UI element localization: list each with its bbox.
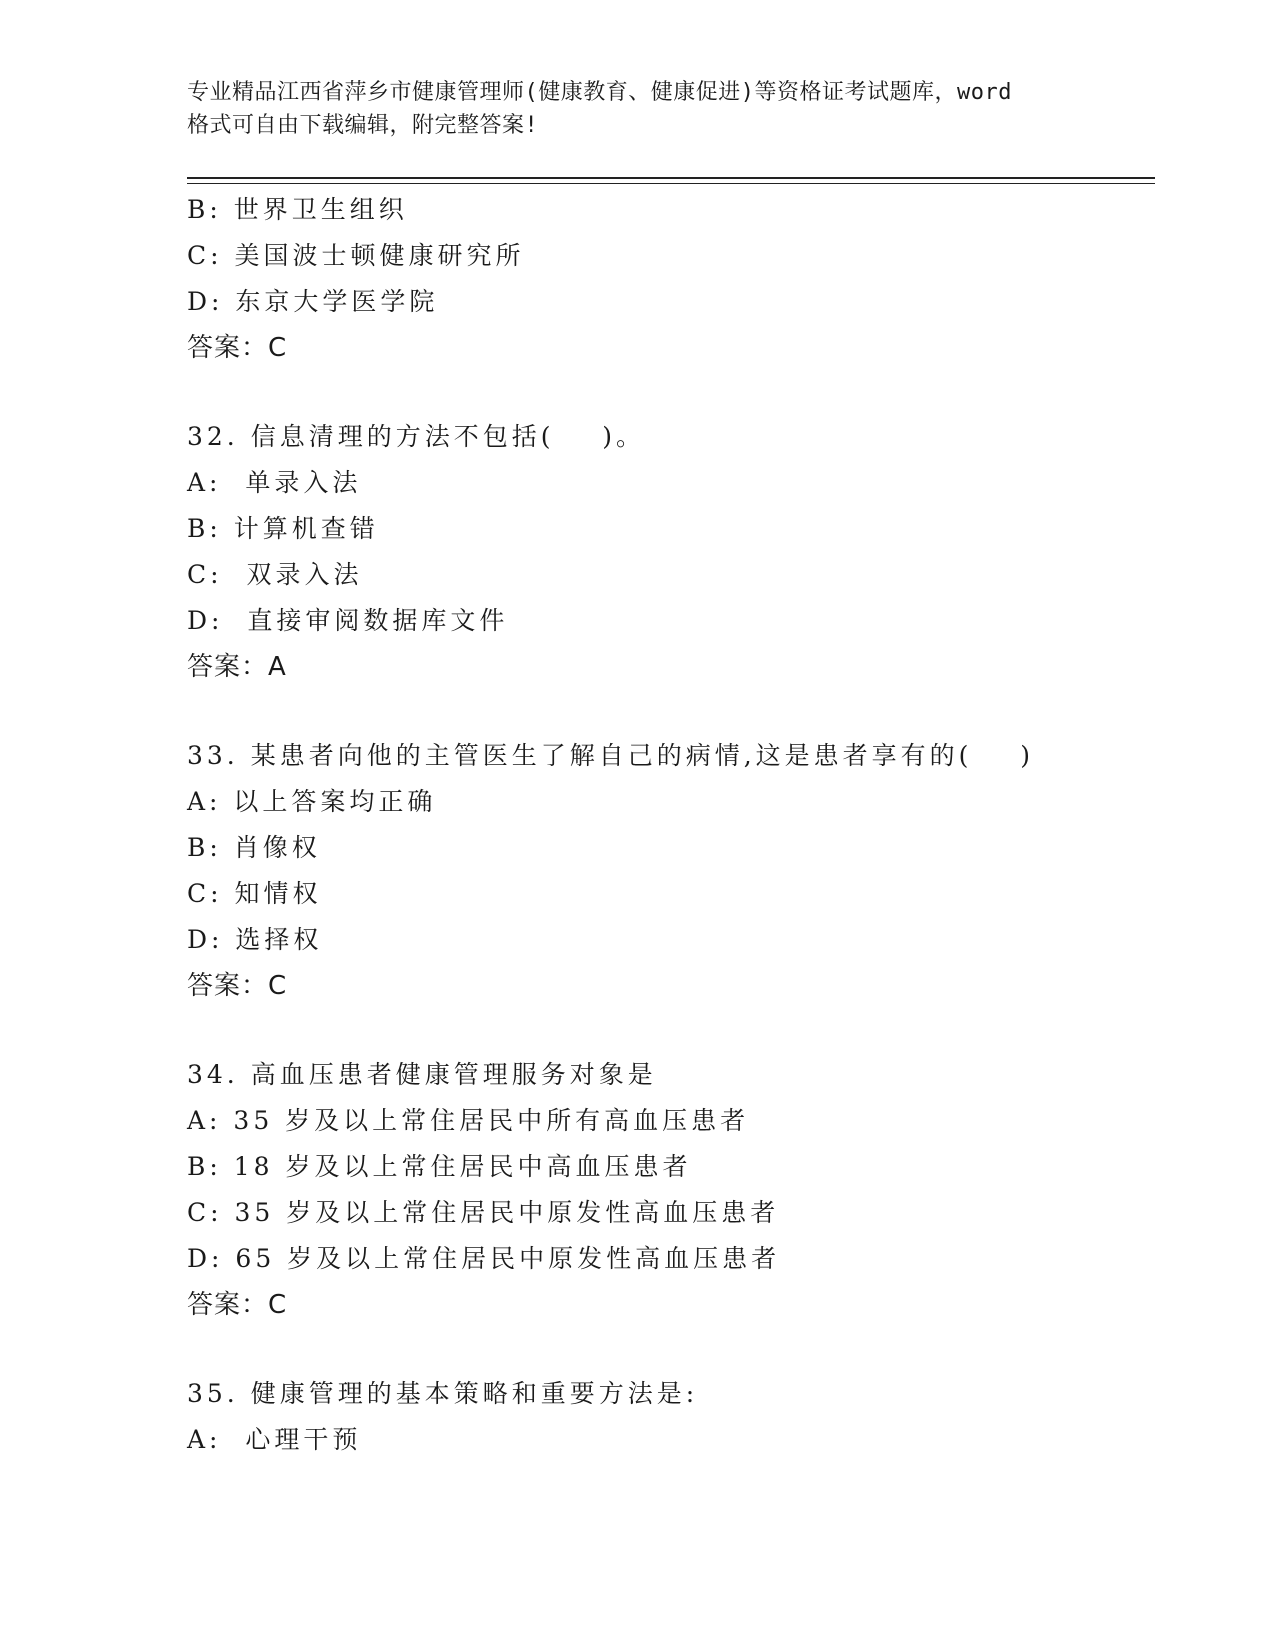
question-text: 35. 健康管理的基本策略和重要方法是: — [187, 1379, 699, 1408]
question-block — [187, 733, 1167, 1009]
header-line-2: 格式可自由下载编辑，附完整答案! — [187, 113, 539, 138]
option-d: D: 65 岁及以上常住居民中原发性高血压患者 — [187, 1244, 781, 1273]
option-c: C: 知情权 — [187, 879, 322, 908]
question-text: 32. 信息清理的方法不包括( )。 — [187, 422, 646, 451]
answer-line: 答案：C — [187, 333, 288, 363]
option-d: D: 直接审阅数据库文件 — [187, 606, 509, 635]
option-b: B: 世界卫生组织 — [187, 195, 408, 224]
header-divider-thick — [187, 177, 1155, 179]
option-a: A: 单录入法 — [187, 468, 362, 497]
answer-line: 答案：A — [187, 652, 287, 682]
option-c: C: 美国波士顿健康研究所 — [187, 241, 525, 270]
question-block — [187, 1371, 1167, 1463]
header-divider-thin — [187, 183, 1155, 184]
question-block — [187, 1052, 1167, 1328]
answer-line: 答案：C — [187, 1290, 288, 1320]
question-block — [187, 414, 1167, 690]
option-a: A: 35 岁及以上常住居民中所有高血压患者 — [187, 1106, 750, 1135]
option-a: A: 心理干预 — [187, 1425, 362, 1454]
option-b: B: 计算机查错 — [187, 514, 379, 543]
option-c: C: 35 岁及以上常住居民中原发性高血压患者 — [187, 1198, 780, 1227]
answer-line: 答案：C — [187, 971, 288, 1001]
option-b: B: 18 岁及以上常住居民中高血压患者 — [187, 1152, 692, 1181]
option-d: D: 东京大学医学院 — [187, 287, 439, 316]
document-header — [187, 76, 1087, 142]
question-text: 34. 高血压患者健康管理服务对象是 — [187, 1060, 657, 1089]
question-text: 33. 某患者向他的主管医生了解自己的病情,这是患者享有的( ) — [187, 741, 1034, 770]
option-a: A: 以上答案均正确 — [187, 787, 437, 816]
question-block — [187, 187, 1167, 371]
option-c: C: 双录入法 — [187, 560, 363, 589]
question-list — [187, 187, 1167, 1463]
option-b: B: 肖像权 — [187, 833, 321, 862]
header-line-1: 专业精品江西省萍乡市健康管理师(健康教育、健康促进)等资格证考试题库，word — [187, 80, 1012, 105]
option-d: D: 选择权 — [187, 925, 323, 954]
